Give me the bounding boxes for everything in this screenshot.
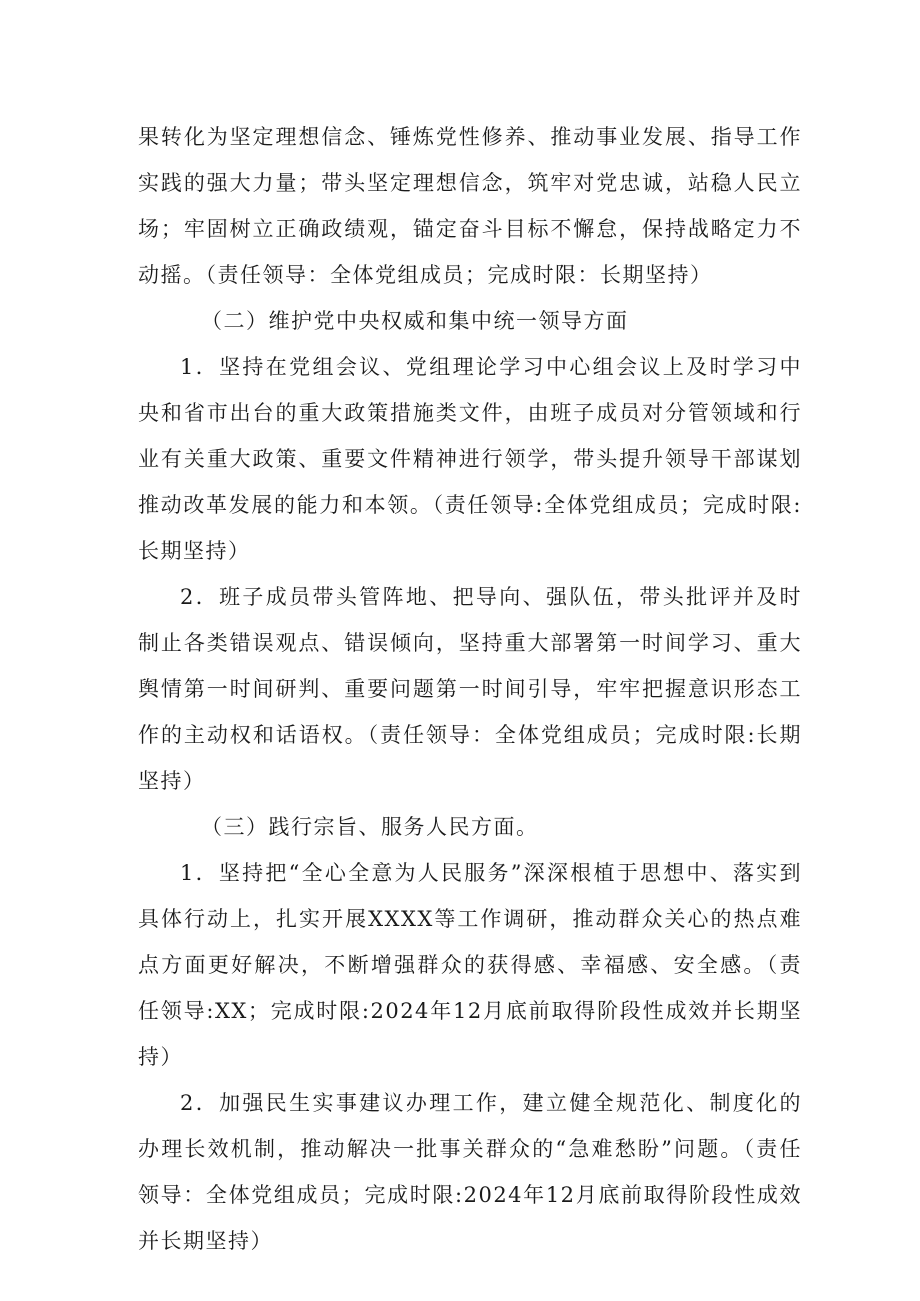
section-heading-3: （三）践行宗旨、服务人民方面。 (201, 815, 539, 839)
list-item-3-2: 2．加强民生实事建议办理工作，建立健全规范化、制度化的办理长效机制，推动解决一批事关群众的“急难愁盼”问题。（责任领导：全体党组成员；完成时限:2024年12月底前取得阶段性成效并长期坚持） (138, 1091, 802, 1253)
document-body (138, 114, 802, 1264)
list-item-3-1: 1．坚持把“全心全意为人民服务”深深根植于思想中、落实到具体行动上，扎实开展XXXX等工作调研，推动群众关心的热点难点方面更好解决，不断增强群众的获得感、幸福感、安全感。（责任领导:XX；完成时限:2024年12月底前取得阶段性成效并长期坚持） (138, 861, 802, 1069)
list-item-2-1: 1．坚持在党组会议、党组理论学习中心组会议上及时学习中央和省市出台的重大政策措施类文件，由班子成员对分管领域和行业有关重大政策、重要文件精神进行领学，带头提升领导干部谋划推动改革发展的能力和本领。（责任领导:全体党组成员；完成时限:长期坚持） (138, 355, 802, 563)
section-heading-2: （二）维护党中央权威和集中统一领导方面 (201, 309, 629, 333)
list-item-2-2: 2．班子成员带头管阵地、把导向、强队伍，带头批评并及时制止各类错误观点、错误倾向，坚持重大部署第一时间学习、重大舆情第一时间研判、重要问题第一时间引导，牢牢把握意识形态工作的主动权和话语权。（责任领导：全体党组成员；完成时限:长期坚持） (138, 585, 802, 793)
paragraph-continuation: 果转化为坚定理想信念、锤炼党性修养、推动事业发展、指导工作实践的强大力量；带头坚定理想信念，筑牢对党忠诚，站稳人民立场；牢固树立正确政绩观，锚定奋斗目标不懈怠，保持战略定力不动摇。（责任领导：全体党组成员；完成时限：长期坚持） (138, 125, 802, 287)
